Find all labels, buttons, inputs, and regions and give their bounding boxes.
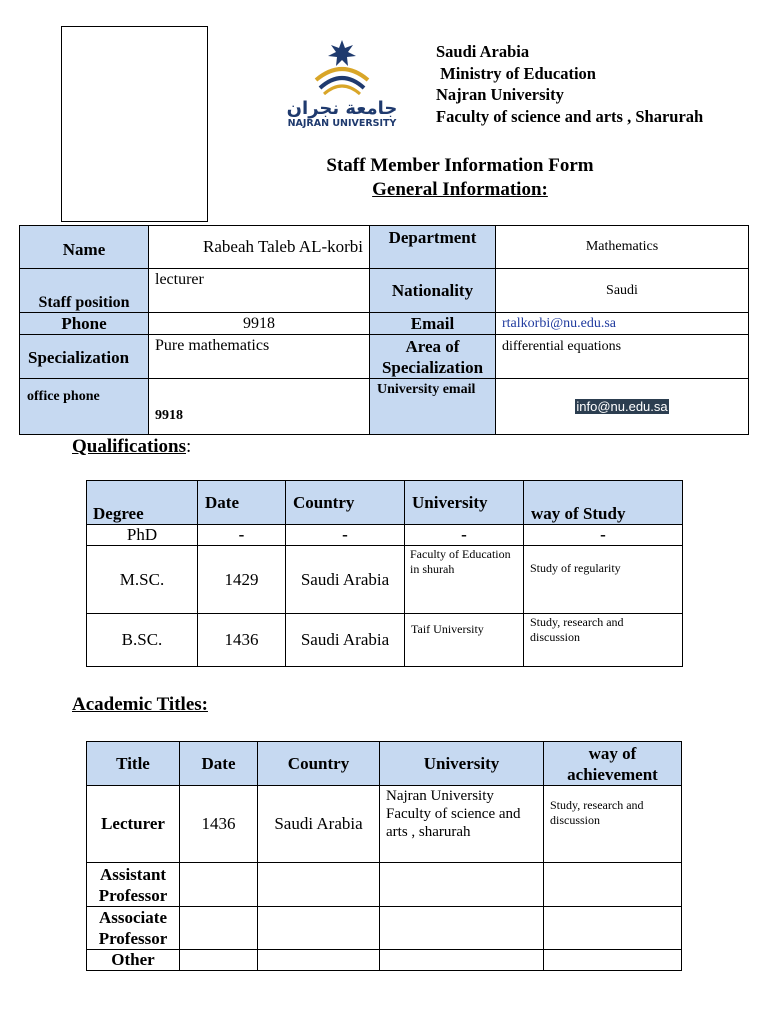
country-cell: [258, 863, 380, 907]
logo-emblem-icon: [280, 36, 404, 132]
university-cell: Taif University: [405, 614, 524, 667]
name-label: Name: [20, 226, 149, 269]
header-way-of-study: way of Study: [524, 481, 683, 525]
country-cell: -: [286, 525, 405, 546]
university-cell: Faculty of Education in shurah: [405, 546, 524, 614]
way-cell: [544, 907, 682, 950]
position-value: lecturer: [149, 269, 370, 313]
header-title: Title: [87, 742, 180, 786]
way-cell: Study, research and discussion: [544, 786, 682, 863]
svg-text:NAJRAN UNIVERSITY: NAJRAN UNIVERSITY: [287, 118, 397, 129]
country-cell: Saudi Arabia: [286, 614, 405, 667]
country-cell: Saudi Arabia: [286, 546, 405, 614]
header-way-of-achievement: way of achievement: [544, 742, 682, 786]
university-cell: [380, 950, 544, 971]
way-cell: [544, 863, 682, 907]
table-row: [20, 313, 749, 335]
svg-text:جامعة نجران: جامعة نجران: [286, 98, 398, 119]
country-cell: [258, 950, 380, 971]
university-email-label: University email: [370, 379, 496, 435]
academic-titles-heading: Academic Titles:: [72, 694, 208, 715]
email-link[interactable]: rtalkorbi@nu.edu.sa: [502, 316, 616, 331]
nationality-label: Nationality: [370, 269, 496, 313]
table-row: [87, 481, 683, 525]
title-cell: Other: [87, 950, 180, 971]
form-title-block: [250, 154, 670, 202]
date-cell: [180, 907, 258, 950]
table-row: [87, 950, 682, 971]
form-subtitle: General Information:: [372, 179, 548, 200]
nationality-value: Saudi: [496, 269, 749, 313]
university-cell: Najran University Faculty of science and arts , sharurah: [380, 786, 544, 863]
qualifications-table: [86, 480, 683, 667]
way-cell: -: [524, 525, 683, 546]
department-value: Mathematics: [496, 226, 749, 269]
academic-titles-table: [86, 741, 682, 971]
email-label: Email: [370, 313, 496, 335]
area-label: Area of Specialization: [370, 335, 496, 379]
table-row: [87, 546, 683, 614]
university-cell: -: [405, 525, 524, 546]
position-label: Staff position: [20, 269, 149, 313]
date-cell: -: [198, 525, 286, 546]
date-cell: 1429: [198, 546, 286, 614]
qualifications-heading: Qualifications:: [72, 436, 192, 457]
header-country: Country: [286, 481, 405, 525]
specialization-label: Specialization: [20, 335, 149, 379]
office-phone-value: 9918: [149, 379, 370, 435]
phone-value: 9918: [149, 313, 370, 335]
institution-header: [436, 41, 703, 127]
photo-placeholder: [61, 26, 208, 222]
name-value: Rabeah Taleb AL-korbi: [149, 226, 370, 269]
header-date: Date: [198, 481, 286, 525]
table-row: [20, 269, 749, 313]
header-university: Najran University: [436, 85, 564, 104]
header-faculty: Faculty of science and arts , Sharurah: [436, 106, 704, 126]
general-info-table: [19, 225, 749, 435]
date-cell: 1436: [198, 614, 286, 667]
country-cell: Saudi Arabia: [258, 786, 380, 863]
date-cell: 1436: [180, 786, 258, 863]
country-cell: [258, 907, 380, 950]
specialization-value: Pure mathematics: [149, 335, 370, 379]
table-row: [87, 614, 683, 667]
date-cell: [180, 950, 258, 971]
header-ministry: Ministry of Education: [436, 63, 596, 83]
table-row: [87, 525, 683, 546]
area-value: differential equations: [496, 335, 749, 379]
header-date: Date: [180, 742, 258, 786]
header-country: Saudi Arabia: [436, 42, 530, 61]
header-country: Country: [258, 742, 380, 786]
title-cell: Assistant Professor: [87, 863, 180, 907]
table-row: [87, 742, 682, 786]
university-cell: [380, 863, 544, 907]
table-row: [20, 379, 749, 435]
way-cell: [544, 950, 682, 971]
table-row: [87, 907, 682, 950]
office-phone-label: office phone: [20, 379, 149, 435]
title-cell: Associate Professor: [87, 907, 180, 950]
table-row: [87, 863, 682, 907]
university-email-value: [496, 379, 749, 435]
table-row: [20, 335, 749, 379]
way-cell: Study of regularity: [524, 546, 683, 614]
phone-label: Phone: [20, 313, 149, 335]
table-row: [87, 786, 682, 863]
title-cell: Lecturer: [87, 786, 180, 863]
degree-cell: B.SC.: [87, 614, 198, 667]
date-cell: [180, 863, 258, 907]
university-cell: [380, 907, 544, 950]
header-degree: Degree: [87, 481, 198, 525]
form-title: Staff Member Information Form: [326, 155, 594, 176]
header-university: University: [405, 481, 524, 525]
najran-university-logo: [280, 36, 404, 132]
department-label: Department: [370, 226, 496, 269]
table-row: [20, 226, 749, 269]
email-value[interactable]: [496, 313, 749, 335]
degree-cell: PhD: [87, 525, 198, 546]
university-email-text: info@nu.edu.sa: [576, 398, 668, 414]
header-university: University: [380, 742, 544, 786]
degree-cell: M.SC.: [87, 546, 198, 614]
way-cell: Study, research and discussion: [524, 614, 683, 667]
